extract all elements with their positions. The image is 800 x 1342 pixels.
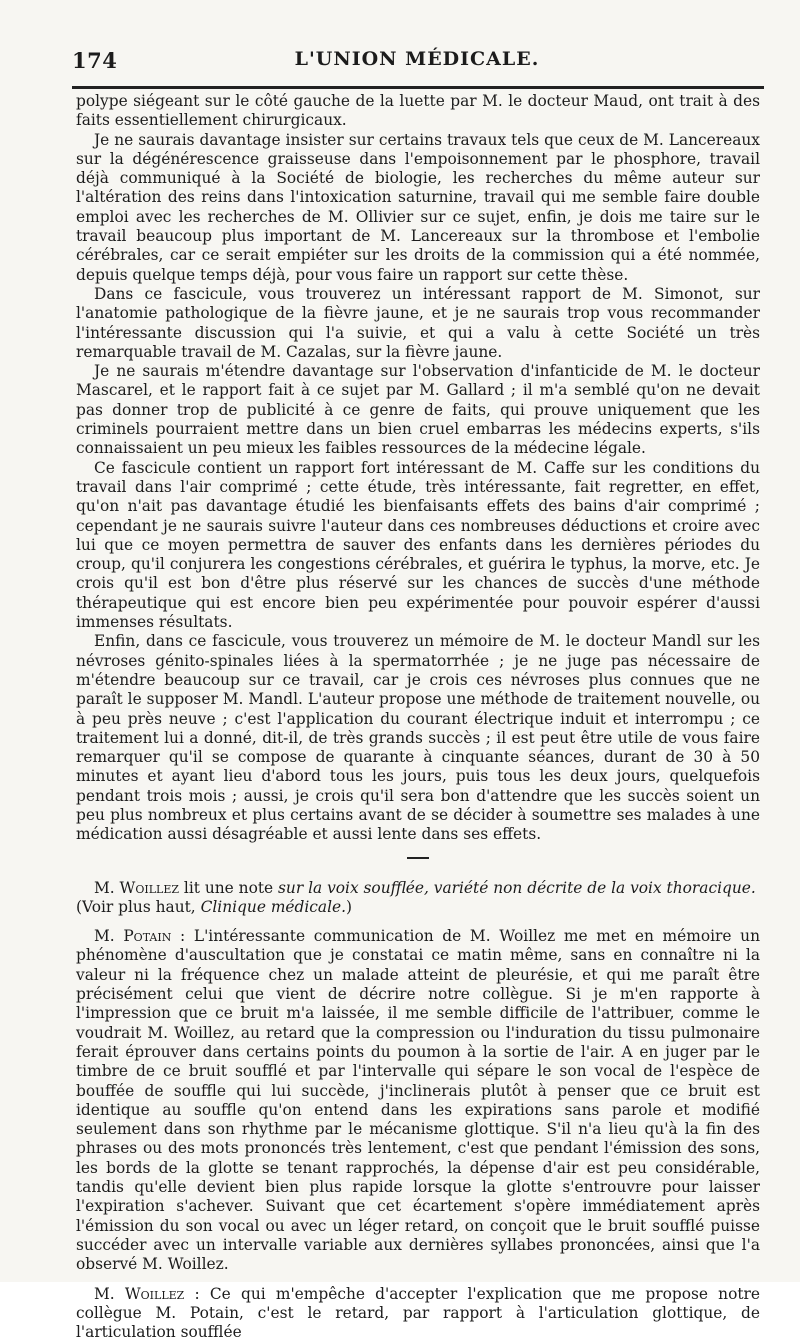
- paragraph: polype siégeant sur le côté gauche de la luette par M. le docteur Maud, ont trait à des faits essentiellement chirurgicaux.: [76, 92, 760, 130]
- body-text: [76, 92, 760, 1342]
- note-title: sur la voix soufflée, variété non décrite de la voix thoracique.: [278, 878, 756, 897]
- woillez-reply-text: : Ce qui m'empêche d'accepter l'explication que me propose notre collègue M. Potain, c'est le retard, par rapport à l'articulation glottique, de l'articulation soufflée: [76, 1284, 760, 1342]
- see-reference-close: ): [346, 897, 353, 916]
- section-separator: [407, 857, 429, 859]
- see-reference: (Voir plus haut,: [76, 897, 201, 916]
- potain-paragraph: [76, 927, 760, 1274]
- paragraph: Je ne saurais m'étendre davantage sur l'observation d'infanticide de M. le docteur Mascarel, et le rapport fait à ce sujet par M. Gallard ; il m'a semblé qu'on ne devait pas donner trop de publicité à ce genre de faits, qui prouve uniquement que les criminels pourraient mettre dans un bien cruel embarras les médecins experts, s'ils connaissaient un peu mieux les faibles ressources de la médecine légale.: [76, 362, 760, 458]
- paragraph: Dans ce fascicule, vous trouverez un intéressant rapport de M. Simonot, sur l'anatomie pathologique de la fièvre jaune, et je ne saurais trop vous recommander l'intéressante discussion qui l'a suivie, et qui a valu à cette Société un très remarquable travail de M. Cazalas, sur la fièvre jaune.: [76, 284, 760, 361]
- page-number: 174: [72, 48, 118, 73]
- paragraph: Ce fascicule contient un rapport fort intéressant de M. Caffe sur les conditions du travail dans l'air comprimé ; cette étude, très intéressante, fait regretter, en effet, qu'on n'ait pas davantage étudié les bienfaisants effets des bains d'air comprimé ; cependant je ne saurais suivre l'auteur dans ces nombreuses déductions et croire avec lui que ce moyen permettra de sauver des enfants dans les dernières périodes du croup, qu'il conjurera les congestions cérébrales, et guérira le typhus, la morve, etc. Je crois qu'il est bon d'être plus réservé sur les chances de succès d'une méthode thérapeutique qui est encore bien peu expérimentée pour pouvoir espérer d'aussi immenses résultats.: [76, 458, 760, 632]
- potain-text: : L'intéressante communication de M. Woillez me met en mémoire un phénomène d'auscultation que je constatai ce matin même, sans en connaître ni la valeur ni la fréquence chez un malade atteint de pleurésie, et qui me paraît être précisément celui que vient de décrire notre collègue. Si je m'en rapporte à l'impression que ce bruit m'a laissée, il me semble difficile de l'attribuer, comme le voudrait M. Woillez, au retard que la compression ou l'induration du tissu pulmonaire ferait éprouver dans certains points du poumon à la sortie de l'air. A en juger par le timbre de ce bruit soufflé et par l'intervalle qui sépare le son vocal de l'espèce de bouffée de souffle qui lui succède, j'inclinerais plutôt à penser que ce bruit est identique au souffle qu'on entend dans les expirations sans parole et modifié seulement dans son rhythme par le mécanisme glottique. S'il n'a lieu qu'à la fin des phrases ou des mots prononcés très lentement, c'est que pendant l'émission des sons, les bords de la glotte se tenant rapprochés, la dépense d'air est peu considérable, tandis qu'elle devient bien plus rapide lorsque la glotte s'entrouvre pour laisser l'expiration s'achever. Suivant que cet écartement s'opère immédiatement après l'émission du son vocal ou avec un léger retard, on conçoit que le bruit soufflé puisse succéder avec un intervalle variable aux dernières syllabes prononcées, ainsi que l'a observé M. Woillez.: [76, 927, 760, 1274]
- woillez-note-paragraph: [76, 879, 760, 918]
- speaker-name: M. Woillez: [94, 1284, 185, 1303]
- page-header: [72, 44, 762, 80]
- paragraph: Enfin, dans ce fascicule, vous trouverez un mémoire de M. le docteur Mandl sur les névroses génito-spinales liées à la spermatorrhée ; je ne juge pas nécessaire de m'étendre beaucoup sur ce travail, car je crois ces névroses plus connues que ne paraît le supposer M. Mandl. L'auteur propose une méthode de traitement nouvelle, ou à peu près neuve ; c'est l'application du courant électrique induit et interrompu ; ce traitement lui a donné, dit-il, de très grands succès ; il est peut être utile de vous faire remarquer qu'il se compose de quarante à cinquante séances, durant de 30 à 50 minutes et ayant lieu d'abord tous les jours, puis tous les deux jours, quelquefois pendant trois mois ; aussi, je crois qu'il sera bon d'attendre que les succès soient un peu plus nombreux et plus certains avant de se décider à soumettre ses malades à une médication aussi désagréable et aussi lente dans ses effets.: [76, 632, 760, 844]
- speaker-name: M. Woillez: [94, 878, 180, 897]
- running-title: L'UNION MÉDICALE.: [294, 48, 540, 70]
- note-intro: lit une note: [179, 878, 279, 897]
- see-reference-title: Clinique médicale.: [200, 897, 347, 916]
- header-rule: [72, 86, 764, 89]
- paragraph: Je ne saurais davantage insister sur certains travaux tels que ceux de M. Lancereaux sur la dégénérescence graisseuse dans l'empoisonnement par le phosphore, travail déjà communiqué à la Société de biologie, les recherches du même auteur sur l'altération des reins dans l'intoxication saturnine, travail qui me semble faire double emploi avec les recherches de M. Ollivier sur ce sujet, enfin, je dois me taire sur le travail beaucoup plus important de M. Lancereaux sur la thrombose et l'embolie cérébrales, car ce serait empiéter sur les droits de la commission qui a été nommée, depuis quelque temps déjà, pour vous faire un rapport sur cette thèse.: [76, 130, 760, 284]
- speaker-name: M. Potain: [94, 927, 172, 946]
- woillez-reply-paragraph: [76, 1285, 760, 1342]
